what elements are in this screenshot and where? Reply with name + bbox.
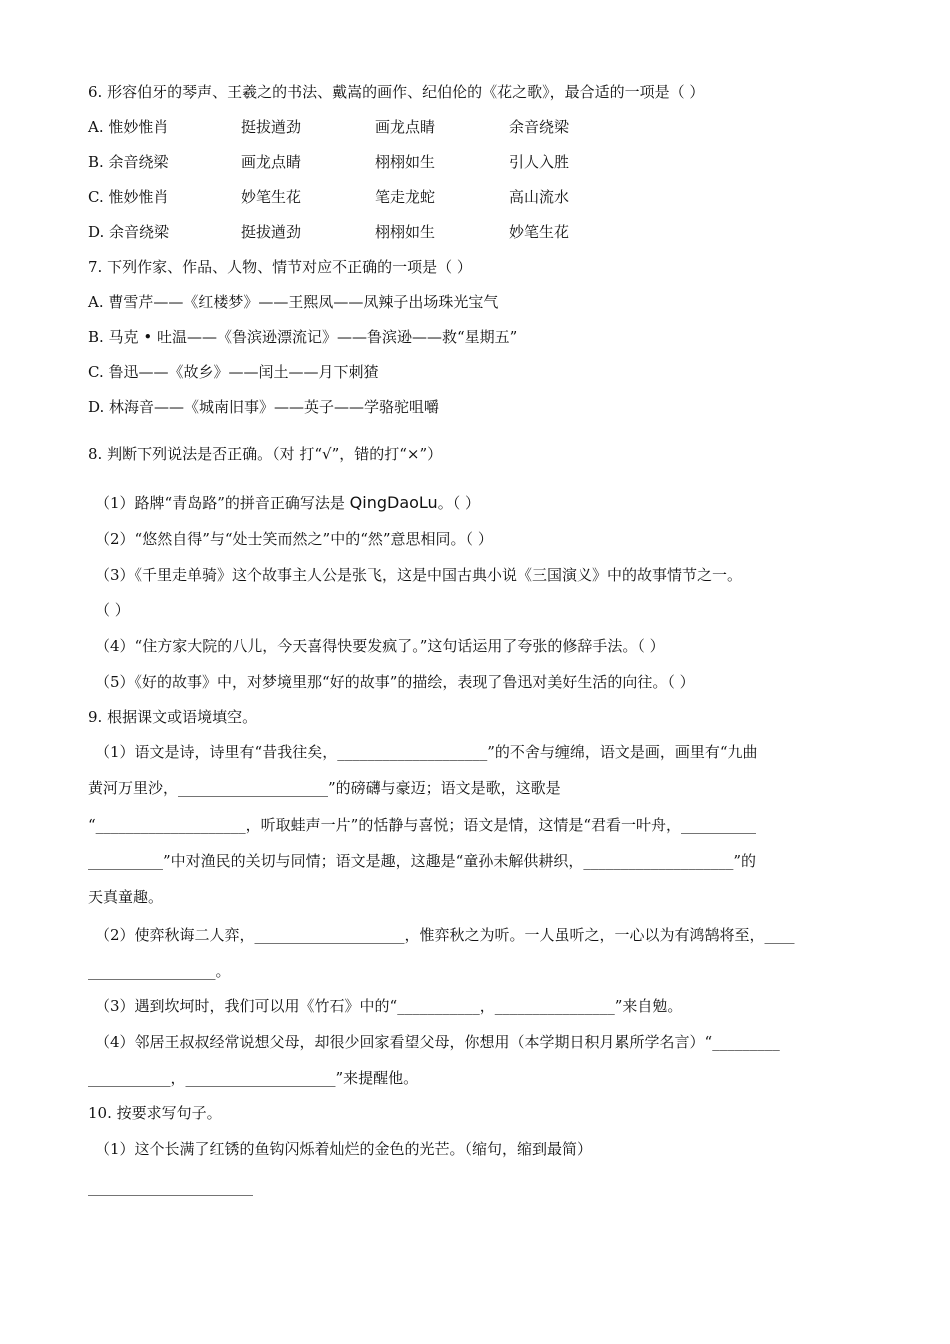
q9-line-3: “____________________，听取蛙声一片”的恬静与喜悦；语文是情，这情是“君看一叶舟，__________ [88,816,757,834]
q10-answer-line: ______________________ [88,1178,253,1196]
q6-a-col3: 画龙点睛 [375,118,436,136]
q6-a-col2: 挺拔遒劲 [241,118,302,136]
q8-item-1 [95,493,480,513]
q6-b-col4: 引人入胜 [509,153,570,171]
q7-option-b: B. 马克 • 吐温——《鲁滨逊漂流记》——鲁滨逊——救“星期五” [88,328,518,346]
q7-option-c: C. 鲁迅——《故乡》——闰土——月下刺猹 [88,363,379,381]
q9-stem: 9. 根据课文或语境填空。 [88,708,258,726]
q6-d-col2: 挺拔遒劲 [241,223,302,241]
q6-b-label: B. 余音绕梁 [88,153,169,171]
q7-option-a: A. 曹雪芹——《红楼梦》——王熙凤——凤辣子出场珠光宝气 [88,293,499,311]
q8-item-1-text: （1）路牌“青岛路”的拼音正确写法是 [95,494,350,512]
q9-line-5: 天真童趣。 [88,888,164,906]
q9-line-4: __________”中对渔民的关切与同情；语文是趣，这趣是“童孙未解供耕织，____________________”的 [88,852,757,870]
q8-item-4: （4）“住方家大院的八儿，今天喜得快要发疯了。”这句话运用了夸张的修辞手法。（ ） [95,637,665,655]
q8-item-5: （5）《好的故事》中，对梦境里那“好的故事”的描绘，表现了鲁迅对美好生活的向往。（ ） [95,673,695,691]
q7-stem: 7. 下列作家、作品、人物、情节对应不正确的一项是（ ） [88,258,472,276]
q8-stem: 8. 判断下列说法是否正确。（对 打“√”，错的打“×”） [88,445,443,463]
q9-line-6: （2）使弈秋诲二人弈，____________________，惟弈秋之为听。一人虽听之，一心以为有鸿鹄将至，____ [95,926,795,944]
q9-line-7: _________________。 [88,962,231,980]
q8-item-3: （3）《千里走单骑》这个故事主人公是张飞，这是中国古典小说《三国演义》中的故事情节之一。 [95,566,743,584]
q6-c-label: C. 惟妙惟肖 [88,188,169,206]
q6-d-label: D. 余音绕梁 [88,223,170,241]
q6-a-label: A. 惟妙惟肖 [88,118,169,136]
q9-line-1: （1）语文是诗，诗里有“昔我往矣，____________________”的不舍与缠绵，语文是画，画里有“九曲 [95,743,758,761]
q6-stem: 6. 形容伯牙的琴声、王羲之的书法、戴嵩的画作、纪伯伦的《花之歌》，最合适的一项是（ ） [88,83,705,101]
q6-d-col4: 妙笔生花 [509,223,570,241]
q6-c-col2: 妙笔生花 [241,188,302,206]
q9-line-9: （4）邻居王叔叔经常说想父母，却很少回家看望父母，你想用（本学期日积月累所学名言）“_________ [95,1033,780,1051]
q7-option-d: D. 林海音——《城南旧事》——英子——学骆驼咀嚼 [88,398,440,416]
q10-stem: 10. 按要求写句子。 [88,1104,222,1122]
q9-line-2: 黄河万里沙，____________________”的磅礴与豪迈；语文是歌，这歌是 [88,779,561,797]
q9-line-10: ___________，____________________”来提醒他。 [88,1069,419,1087]
q6-c-col3: 笔走龙蛇 [375,188,436,206]
q8-item-1-bracket: 。（ ） [437,494,480,512]
q6-c-col4: 高山流水 [509,188,570,206]
q10-line-1: （1）这个长满了红锈的鱼钩闪烁着灿烂的金色的光芒。（缩句，缩到最简） [95,1140,593,1158]
q6-b-col3: 栩栩如生 [375,153,436,171]
q8-item-1-pinyin: QingDaoLu [349,493,438,512]
q6-b-col2: 画龙点睛 [241,153,302,171]
q9-line-8: （3）遇到坎坷时，我们可以用《竹石》中的“___________，________________”来自勉。 [95,997,683,1015]
q8-item-3-bracket: （ ） [95,601,130,619]
q6-d-col3: 栩栩如生 [375,223,436,241]
q6-a-col4: 余音绕梁 [509,118,570,136]
q8-item-2: （2）“悠然自得”与“处士笑而然之”中的“然”意思相同。（ ） [95,530,493,548]
